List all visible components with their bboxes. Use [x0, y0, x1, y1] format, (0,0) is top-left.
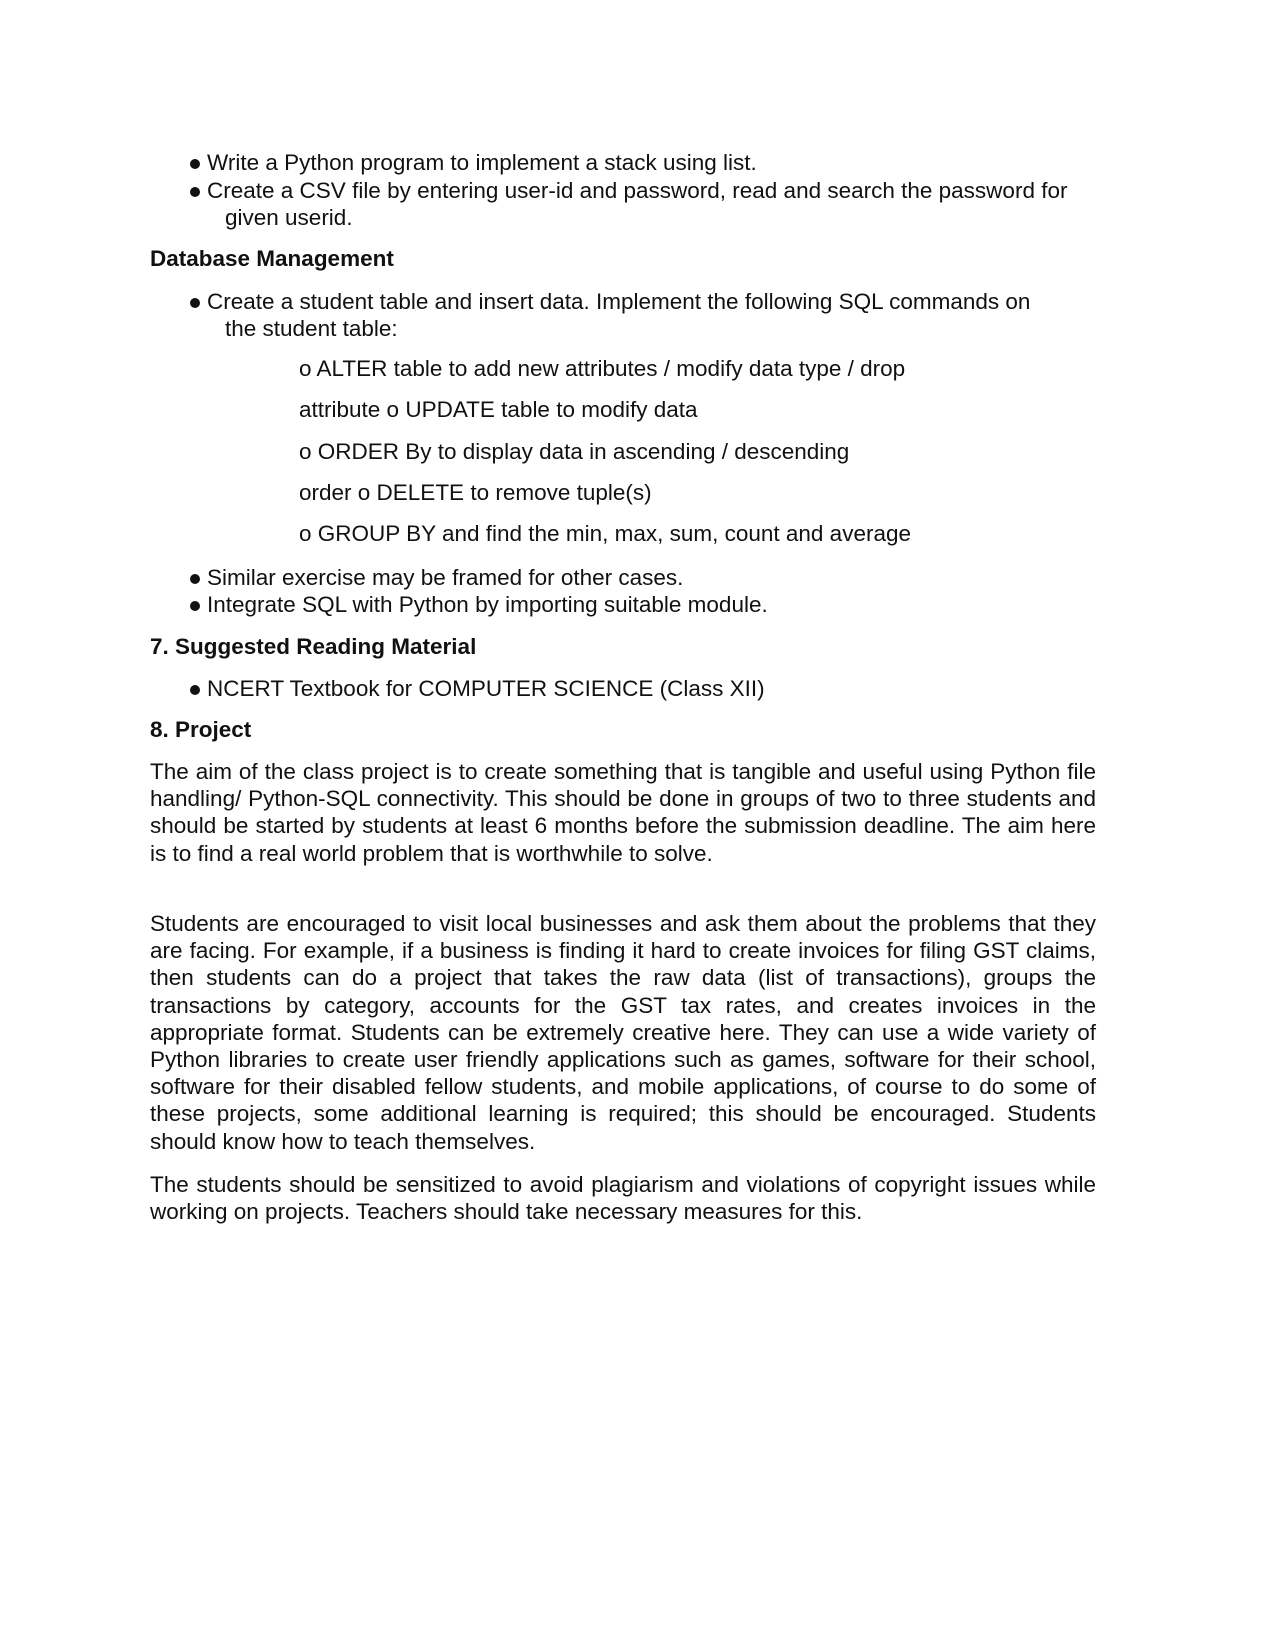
bullet-student-table-line-1: Create a student table and insert data. Implement the following SQL commands on [207, 289, 1031, 314]
bullet-csv-file-line-2: given userid. [225, 205, 353, 230]
sql-subitem: o ALTER table to add new attributes / modify data type / drop [299, 356, 906, 381]
bullet-icon [190, 187, 200, 197]
bullet-icon [190, 159, 200, 169]
bullet-student-table-line-2: the student table: [225, 316, 398, 341]
sql-subitem: o GROUP BY and find the min, max, sum, count and average [299, 521, 911, 546]
project-paragraph-aim: The aim of the class project is to create something that is tangible and useful using Python file handling/ Python-SQL connectivity. This should be done in groups of two to three students and should be started by students at least 6 months before the submission deadline. The aim here is to find a real world problem that is worthwhile to solve. [150, 759, 1096, 866]
section-heading-project: 8. Project [150, 717, 252, 742]
bullet-integrate-sql: Integrate SQL with Python by importing suitable module. [207, 592, 768, 617]
bullet-csv-file-line-1: Create a CSV file by entering user-id and password, read and search the password for [207, 178, 1068, 203]
bullet-ncert-textbook: NCERT Textbook for COMPUTER SCIENCE (Class XII) [207, 676, 765, 701]
section-heading-reading-material: 7. Suggested Reading Material [150, 634, 477, 659]
bullet-similar-exercise: Similar exercise may be framed for other cases. [207, 565, 684, 590]
sql-subitem: o ORDER By to display data in ascending / descending [299, 439, 850, 464]
bullet-stack-program: Write a Python program to implement a stack using list. [207, 150, 757, 175]
project-paragraph-plagiarism: The students should be sensitized to avoid plagiarism and violations of copyright issues while working on projects. Teachers should take necessary measures for this. [150, 1172, 1096, 1225]
project-paragraph-local-businesses: Students are encouraged to visit local businesses and ask them about the problems that they are facing. For example, if a business is finding it hard to create invoices for filing GST claims, then students can do a project that takes the raw data (list of transactions), groups the transactions by category, accounts for the GST tax rates, and creates invoices in the appropriate format. Students can be extremely creative here. They can use a wide variety of Python libraries to create user friendly applications such as games, software for their school, software for their disabled fellow students, and mobile applications, of course to do some of these projects, some additional learning is required; this should be encouraged. Students should know how to teach themselves. [150, 911, 1096, 1154]
bullet-icon [190, 574, 200, 584]
sql-subitem: attribute o UPDATE table to modify data [299, 397, 698, 422]
section-heading-database-management: Database Management [150, 246, 394, 271]
bullet-icon [190, 685, 200, 695]
bullet-icon [190, 601, 200, 611]
bullet-icon [190, 298, 200, 308]
sql-subitem: order o DELETE to remove tuple(s) [299, 480, 652, 505]
